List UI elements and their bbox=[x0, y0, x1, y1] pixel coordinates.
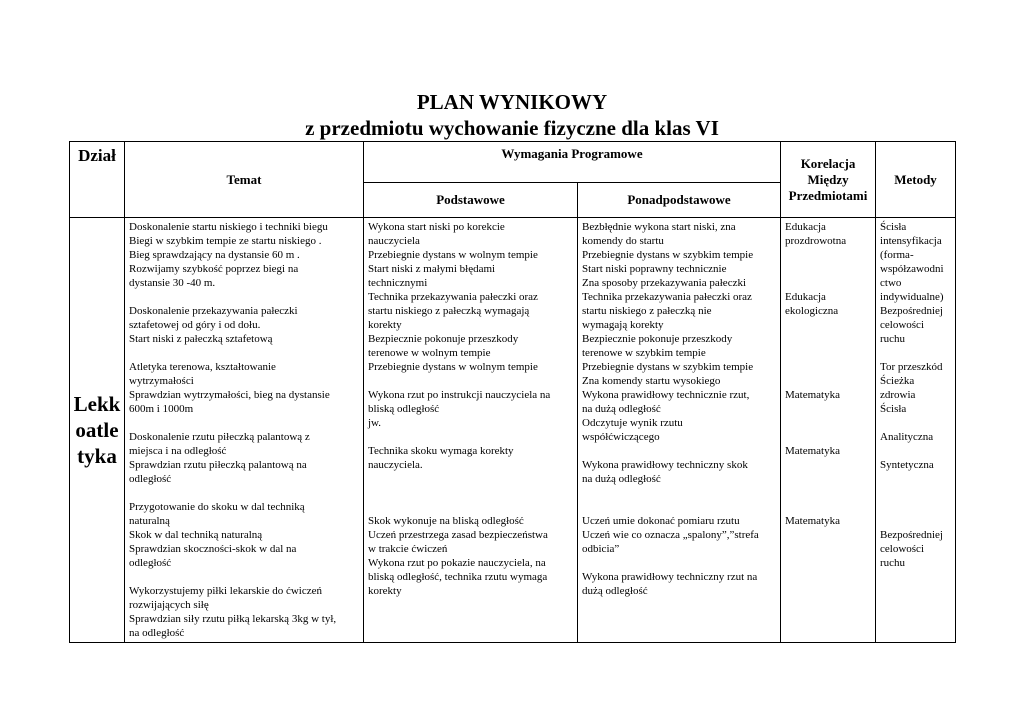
podstawowe-line: terenowe w wolnym tempie bbox=[368, 347, 491, 359]
metody-line bbox=[880, 486, 952, 500]
podstawowe-line: korekty bbox=[368, 585, 402, 597]
temat-line bbox=[129, 570, 360, 584]
ponadpodstawowe-line: na dużą odległość bbox=[582, 403, 661, 415]
header-korelacja-line-2: Między bbox=[807, 171, 849, 187]
ponadpodstawowe-line: Odczytuje wynik rzutu bbox=[582, 417, 683, 429]
temat-line: Skok w dal techniką naturalną bbox=[129, 529, 263, 541]
temat-line: rozwijających siłę bbox=[129, 599, 209, 611]
temat-line: Doskonalenie startu niskiego i techniki biegu bbox=[129, 221, 328, 233]
dzial-line: oatle bbox=[75, 418, 119, 442]
temat-line: Start niski z pałeczką sztafetową bbox=[129, 333, 273, 345]
metody-line: ctwo bbox=[880, 277, 902, 289]
temat-line: Doskonalenie rzutu piłeczką palantową z bbox=[129, 431, 310, 443]
korelacja-line bbox=[785, 458, 872, 472]
podstawowe-line bbox=[368, 500, 574, 514]
podstawowe-cell bbox=[364, 218, 578, 643]
ponadpodstawowe-line: Wykona prawidłowy techniczny skok bbox=[582, 459, 748, 471]
podstawowe-line: Wykona rzut po instrukcji nauczyciela na bbox=[368, 389, 551, 401]
metody-cell bbox=[876, 218, 956, 643]
header-korelacja-line-3: Przedmiotami bbox=[788, 187, 868, 203]
metody-line: celowości bbox=[880, 319, 924, 331]
ponadpodstawowe-cell bbox=[578, 218, 781, 643]
metody-line: Ścisła bbox=[880, 403, 907, 415]
temat-line: 600m i 1000m bbox=[129, 403, 194, 415]
temat-line bbox=[129, 346, 360, 360]
ponadpodstawowe-line: Start niski poprawny technicznie bbox=[582, 263, 727, 275]
metody-line bbox=[880, 416, 952, 430]
metody-line: Tor przeszkód bbox=[880, 361, 943, 373]
metody-line bbox=[880, 500, 952, 514]
korelacja-line: ekologiczna bbox=[785, 305, 839, 317]
korelacja-line bbox=[785, 332, 872, 346]
temat-line: Wykorzystujemy piłki lekarskie do ćwiczeń bbox=[129, 585, 322, 597]
dzial-cell bbox=[70, 218, 125, 643]
podstawowe-line bbox=[368, 430, 574, 444]
temat-line: naturalną bbox=[129, 515, 170, 527]
metody-line bbox=[880, 472, 952, 486]
ponadpodstawowe-line: Zna sposoby przekazywania pałeczki bbox=[582, 277, 747, 289]
korelacja-line bbox=[785, 262, 872, 276]
podstawowe-line bbox=[368, 374, 574, 388]
temat-line: Bieg sprawdzający na dystansie 60 m . bbox=[129, 249, 300, 261]
header-korelacja-line-1: Korelacja bbox=[800, 155, 856, 171]
ponadpodstawowe-line: Wykona prawidłowy technicznie rzut, bbox=[582, 389, 750, 401]
temat-line bbox=[129, 486, 360, 500]
podstawowe-line: Start niski z małymi błędami bbox=[368, 263, 496, 275]
dzial-line: Lekk bbox=[73, 392, 121, 416]
metody-line: Bezpośredniej bbox=[880, 529, 943, 541]
temat-line: Sprawdzian wytrzymałości, bieg na dystansie bbox=[129, 389, 330, 401]
korelacja-line bbox=[785, 416, 872, 430]
metody-line: Ścieżka bbox=[880, 375, 915, 387]
page-title: PLAN WYNIKOWY bbox=[416, 90, 608, 114]
ponadpodstawowe-line: współćwiczącego bbox=[582, 431, 660, 443]
metody-line: Bezpośredniej bbox=[880, 305, 943, 317]
temat-cell bbox=[125, 218, 364, 643]
podstawowe-line: Bezpiecznie pokonuje przeszkody bbox=[368, 333, 519, 345]
metody-line: Syntetyczna bbox=[880, 459, 934, 471]
ponadpodstawowe-line: odbicia” bbox=[582, 543, 620, 555]
ponadpodstawowe-line: dużą odległość bbox=[582, 585, 648, 597]
korelacja-line bbox=[785, 374, 872, 388]
ponadpodstawowe-line: Bezpiecznie pokonuje przeszkody bbox=[582, 333, 733, 345]
podstawowe-line: Skok wykonuje na bliską odległość bbox=[368, 515, 524, 527]
header-temat: Temat bbox=[125, 142, 364, 218]
podstawowe-line: Przebiegnie dystans w wolnym tempie bbox=[368, 249, 538, 261]
ponadpodstawowe-line: Przebiegnie dystans w szybkim tempie bbox=[582, 249, 754, 261]
metody-line: indywidualne) bbox=[880, 291, 944, 303]
page-subtitle: z przedmiotu wychowanie fizyczne dla klas VI bbox=[305, 116, 719, 140]
podstawowe-line bbox=[368, 472, 574, 486]
podstawowe-line: w trakcie ćwiczeń bbox=[368, 543, 448, 555]
plan-table bbox=[69, 141, 956, 643]
korelacja-line bbox=[785, 360, 872, 374]
podstawowe-line: korekty bbox=[368, 319, 402, 331]
metody-line: Analityczna bbox=[880, 431, 934, 443]
ponadpodstawowe-line: na dużą odległość bbox=[582, 473, 661, 485]
ponadpodstawowe-line bbox=[582, 486, 777, 500]
korelacja-line bbox=[785, 500, 872, 514]
metody-line bbox=[880, 346, 952, 360]
header-ponadpodstawowe: Ponadpodstawowe bbox=[578, 183, 781, 218]
korelacja-line bbox=[785, 248, 872, 262]
korelacja-line bbox=[785, 318, 872, 332]
temat-line: Atletyka terenowa, kształtowanie bbox=[129, 361, 276, 373]
podstawowe-line: Przebiegnie dystans w wolnym tempie bbox=[368, 361, 538, 373]
podstawowe-line bbox=[368, 486, 574, 500]
metody-line bbox=[880, 444, 952, 458]
metody-line: (forma- bbox=[880, 249, 914, 261]
header-metody: Metody bbox=[876, 142, 956, 218]
korelacja-line: Edukacja bbox=[785, 291, 826, 303]
korelacja-line bbox=[785, 472, 872, 486]
temat-line bbox=[129, 290, 360, 304]
temat-line: Sprawdzian siły rzutu piłką lekarską 3kg w tył, bbox=[129, 613, 337, 625]
temat-line: odległość bbox=[129, 473, 172, 485]
korelacja-line: Edukacja bbox=[785, 221, 826, 233]
metody-line bbox=[880, 514, 952, 528]
metody-line: zdrowia bbox=[880, 389, 916, 401]
metody-line: ruchu bbox=[880, 333, 906, 345]
dzial-line: tyka bbox=[77, 444, 117, 468]
temat-line: na odległość bbox=[129, 627, 185, 639]
temat-line: Doskonalenie przekazywania pałeczki bbox=[129, 305, 298, 317]
ponadpodstawowe-line: terenowe w szybkim tempie bbox=[582, 347, 706, 359]
ponadpodstawowe-line: startu niskiego z pałeczką nie bbox=[582, 305, 712, 317]
korelacja-line bbox=[785, 430, 872, 444]
podstawowe-line: Uczeń przestrzega zasad bezpieczeństwa bbox=[368, 529, 548, 541]
ponadpodstawowe-line: Technika przekazywania pałeczki oraz bbox=[582, 291, 752, 303]
header-podstawowe: Podstawowe bbox=[364, 183, 578, 218]
podstawowe-line: technicznymi bbox=[368, 277, 428, 289]
ponadpodstawowe-line: Bezbłędnie wykona start niski, zna bbox=[582, 221, 736, 233]
podstawowe-line: Wykona start niski po korekcie bbox=[368, 221, 505, 233]
podstawowe-line: nauczyciela bbox=[368, 235, 420, 247]
podstawowe-line: Technika skoku wymaga korekty bbox=[368, 445, 514, 457]
korelacja-line bbox=[785, 346, 872, 360]
metody-line: Ścisła bbox=[880, 221, 907, 233]
temat-line: odległość bbox=[129, 557, 172, 569]
metody-line: intensyfikacja bbox=[880, 235, 942, 247]
header-korelacja bbox=[781, 142, 876, 218]
temat-line: Przygotowanie do skoku w dal techniką bbox=[129, 501, 305, 513]
metody-line: celowości bbox=[880, 543, 924, 555]
temat-line: Sprawdzian skoczności-skok w dal na bbox=[129, 543, 297, 555]
header-dzial: Dział bbox=[70, 142, 125, 218]
ponadpodstawowe-line: Uczeń wie co oznacza „spalony”,”strefa bbox=[582, 529, 759, 541]
ponadpodstawowe-line bbox=[582, 444, 777, 458]
ponadpodstawowe-line bbox=[582, 500, 777, 514]
korelacja-line bbox=[785, 276, 872, 290]
temat-line: dystansie 30 -40 m. bbox=[129, 277, 216, 289]
metody-line: ruchu bbox=[880, 557, 906, 569]
header-wymagania: Wymagania Programowe bbox=[364, 142, 781, 183]
temat-line: Rozwijamy szybkość poprzez biegi na bbox=[129, 263, 299, 275]
podstawowe-line: jw. bbox=[368, 417, 382, 429]
korelacja-line bbox=[785, 402, 872, 416]
ponadpodstawowe-line: Zna komendy startu wysokiego bbox=[582, 375, 721, 387]
korelacja-line: Matematyka bbox=[785, 515, 840, 527]
podstawowe-line: Wykona rzut po pokazie nauczyciela, na bbox=[368, 557, 546, 569]
korelacja-line: Matematyka bbox=[785, 445, 840, 457]
podstawowe-line: bliską odległość bbox=[368, 403, 440, 415]
ponadpodstawowe-line: wymagają korekty bbox=[582, 319, 664, 331]
korelacja-line: prozdrowotna bbox=[785, 235, 847, 247]
metody-line: współzawodni bbox=[880, 263, 944, 275]
ponadpodstawowe-line: Wykona prawidłowy techniczny rzut na bbox=[582, 571, 758, 583]
korelacja-line bbox=[785, 486, 872, 500]
temat-line: sztafetowej od góry i od dołu. bbox=[129, 319, 261, 331]
podstawowe-line: startu niskiego z pałeczką wymagają bbox=[368, 305, 530, 317]
podstawowe-line: Technika przekazywania pałeczki oraz bbox=[368, 291, 538, 303]
podstawowe-line: nauczyciela. bbox=[368, 459, 423, 471]
temat-line: Biegi w szybkim tempie ze startu niskiego . bbox=[129, 235, 322, 247]
temat-line: miejsca i na odległość bbox=[129, 445, 227, 457]
ponadpodstawowe-line bbox=[582, 556, 777, 570]
temat-line: wytrzymałości bbox=[129, 375, 194, 387]
table-row bbox=[70, 218, 956, 643]
ponadpodstawowe-line: Przebiegnie dystans w szybkim tempie bbox=[582, 361, 754, 373]
korelacja-line: Matematyka bbox=[785, 389, 840, 401]
podstawowe-line: bliską odległość, technika rzutu wymaga bbox=[368, 571, 548, 583]
korelacja-cell bbox=[781, 218, 876, 643]
ponadpodstawowe-line: Uczeń umie dokonać pomiaru rzutu bbox=[582, 515, 740, 527]
ponadpodstawowe-line: komendy do startu bbox=[582, 235, 664, 247]
temat-line: Sprawdzian rzutu piłeczką palantową na bbox=[129, 459, 307, 471]
temat-line bbox=[129, 416, 360, 430]
